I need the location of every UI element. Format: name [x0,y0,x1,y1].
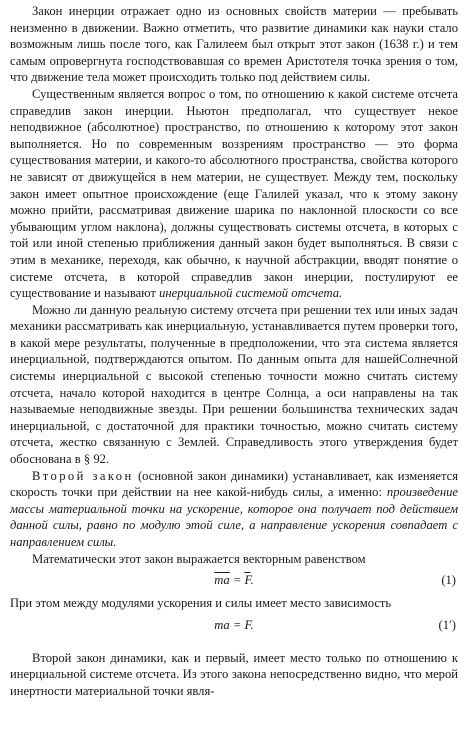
paragraph-second-law [10,468,458,551]
paragraph-reference-frame [10,86,458,302]
paragraph-modulus-relation: При этом между модулями ускорения и силы имеет место зависимость [10,596,392,611]
heading-second-law: Второй закон [32,468,134,483]
second-law-statement: произведение массы материальной точки на ускорение, которое она получает под действием данной силы, равно по модулю этой силе, а направление ускорения совпадает с направлением силы. [10,485,458,549]
equation-1-prime-formula: ma = F. [214,617,254,632]
paragraph-reference-frame-text: Существенным является вопрос о том, по отношению к какой системе отсчета справедлив закон инерции. Ньютон предполагал, что существует некое неподвижное (абсолютное) пространство, по отношению к которому этот закон выполняется. Но по современным воззрениям пространство — это форма существования материи, и какого-то абсолютного пространства, свойства которого не зависят от движущейся в нем материи, не существует. Между тем, поскольку закон имеет опытное происхождение (еще Галилей указал, что к этому закону можно прийти, рассматривая движение шарика по наклонной плоскости со все убывающим углом наклона), должны существовать системы отсчета, в которых с той или иной степенью приближения данный закон будет выполняться. В связи с этим в механике, переходя, как обычно, к научной абстракции, вводят понятие о системе отсчета, в которой справедлив закон инерции, постулируют ее существование и называют [10,86,458,301]
paragraph-inertia-measure: Второй закон динамики, как и первый, имеет место только по отношению к инерциальной системе отсчета. Из этого закона непосредственно видно, что мерой инертности материальной точки явля- [10,650,458,698]
eq1-equals: = [229,573,245,588]
eq1-dot: . [250,573,254,588]
equation-1-number: (1) [441,573,456,588]
equation-1-prime [10,615,458,635]
eq1-mass: $\overline{m}$ [214,573,224,588]
eq1-force: $\overline{F}$ [244,573,251,588]
paragraph-real-frames: Можно ли данную реальную систему отсчета при решении тех или иных задач механики рассматривать как инерциальную, устанавливается путем проверки того, в какой мере результаты, полученные в предположении, что эта система является инерциальной, подтверждаются опытом. По данным опыта для нашейСолнечной системы инерциальной с высокой степенью точности можно считать систему отсчета, начало которой находится в центре Солнца, а оси направлены на так называемые неподвижные звезды. При решении большинства технических задач инерциальной, с достаточной для практики точностью, можно считать систему отсчета, жестко связанную с Землей. Справедливость этого утверждения будет обоснована в § 92. [10,302,458,467]
term-inertial-frame: инерциальной системой отсчета. [159,286,343,301]
paragraph-vector-equality: Математически этот закон выражается векторным равенством [32,551,366,566]
equation-1-formula [10,570,458,590]
equation-1 [10,570,458,590]
equation-1-prime-number: (1′) [438,617,456,632]
eq1-accel: $\overline{a}$ [223,573,230,588]
paragraph-second-law-text: (основной закон динамики) устанавливает, как изменяется скорость точки при действии на нее какой-нибудь силы, а именно: [10,468,459,500]
paragraph-inertia-property: Закон инерции отражает одно из основных свойств материи — пребывать неизменно в движении. Важно отметить, что развитие динамики как науки стало возможным лишь после того, как Галилеем был открыт этот закон (1638 г.) и тем самым опровергнута господствовавшая со времен Аристотеля точка зрения о том, что движение тела может происходить только под действием силы. [10,4,458,85]
paragraph-gap [10,640,458,650]
